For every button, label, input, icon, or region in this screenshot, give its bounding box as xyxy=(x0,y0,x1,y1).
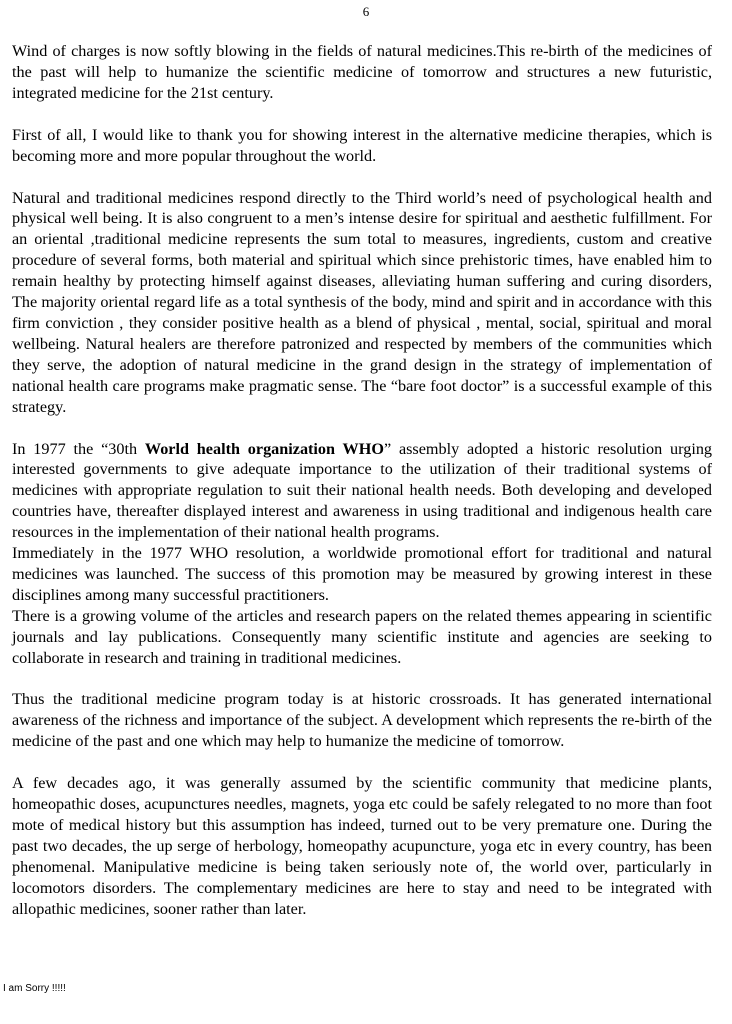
paragraph-3: Natural and traditional medicines respond directly to the Third world’s need of psychological health and physical well being. It is also congruent to a men’s intense desire for spiritual and aesthetic fulfillment. For an oriental ,traditional medicine represents the sum total to measures, ingredients, custom and creative procedure of several forms, both material and spiritual which since prehistoric times, have enabled him to remain healthy by protecting himself against diseases, alleviating human suffering and curing disorders, The majority oriental regard life as a total synthesis of the body, mind and spirit and in accordance with this firm conviction , they consider positive health as a blend of physical , mental, social, spiritual and moral wellbeing. Natural healers are therefore patronized and respected by members of the communities which they serve, the adoption of natural medicine in the grand design in the strategy of implementation of national health care programs make pragmatic sense. The “bare foot doctor” is a successful example of this strategy. xyxy=(12,188,712,416)
page-number: 6 xyxy=(362,4,370,19)
paragraph-5: Immediately in the 1977 WHO resolution, a worldwide promotional effort for traditional and natural medicines was launched. The success of this promotion may be measured by growing interest in these disciplines among many successful practitioners. xyxy=(12,544,712,604)
footer-overlay-note: I am Sorry !!!!! xyxy=(3,983,66,994)
paragraph-4-intro: In 1977 the “30th xyxy=(12,439,145,458)
paragraph-8: A few decades ago, it was generally assumed by the scientific community that medicine plants, homeopathic doses, acupunctures needles, magnets, yoga etc could be safely relegated to no more than foot mote of medical history but this assumption has indeed, turned out to be very premature one. During the past two decades, the up serge of herbology, homeopathy acupuncture, yoga etc in every country, has been phenomenal. Manipulative medicine is being taken seriously note of, the world over, particularly in locomotors disorders. The complementary medicines are here to stay and need to be integrated with allopathic medicines, sooner rather than later. xyxy=(12,774,712,918)
paragraph-4-rest: ” assembly adopted a historic resolution urging interested governments to give adequate importance to the utilization of their traditional systems of medicines with appropriate regulation to suit their national health needs. Both developing and developed countries have, thereafter displayed interest and awareness in using traditional and indigenous health care resources in the implementation of their national health programs. xyxy=(12,439,713,542)
document-body xyxy=(12,41,712,920)
paragraph-6: There is a growing volume of the articles and research papers on the related themes appearing in scientific journals and lay publications. Consequently many scientific institute and agencies are seeking to collaborate in research and training in traditional medicines. xyxy=(12,606,712,667)
paragraph-2: First of all, I would like to thank you for showing interest in the alternative medicine therapies, which is becoming more and more popular throughout the world. xyxy=(12,125,712,165)
paragraph-4 xyxy=(12,439,712,544)
who-bold-text: World health organization WHO xyxy=(144,439,384,458)
paragraph-7: Thus the traditional medicine program today is at historic crossroads. It has generated international awareness of the richness and importance of the subject. A development which represents the re-birth of the medicine of the past and one which may help to humanize the medicine of tomorrow. xyxy=(12,690,712,751)
paragraph-1: Wind of charges is now softly blowing in the fields of natural medicines.This re-birth of the medicines of the past will help to humanize the scientific medicine of tomorrow and structures a new futuristic, integrated medicine for the 21st century. xyxy=(12,42,712,102)
